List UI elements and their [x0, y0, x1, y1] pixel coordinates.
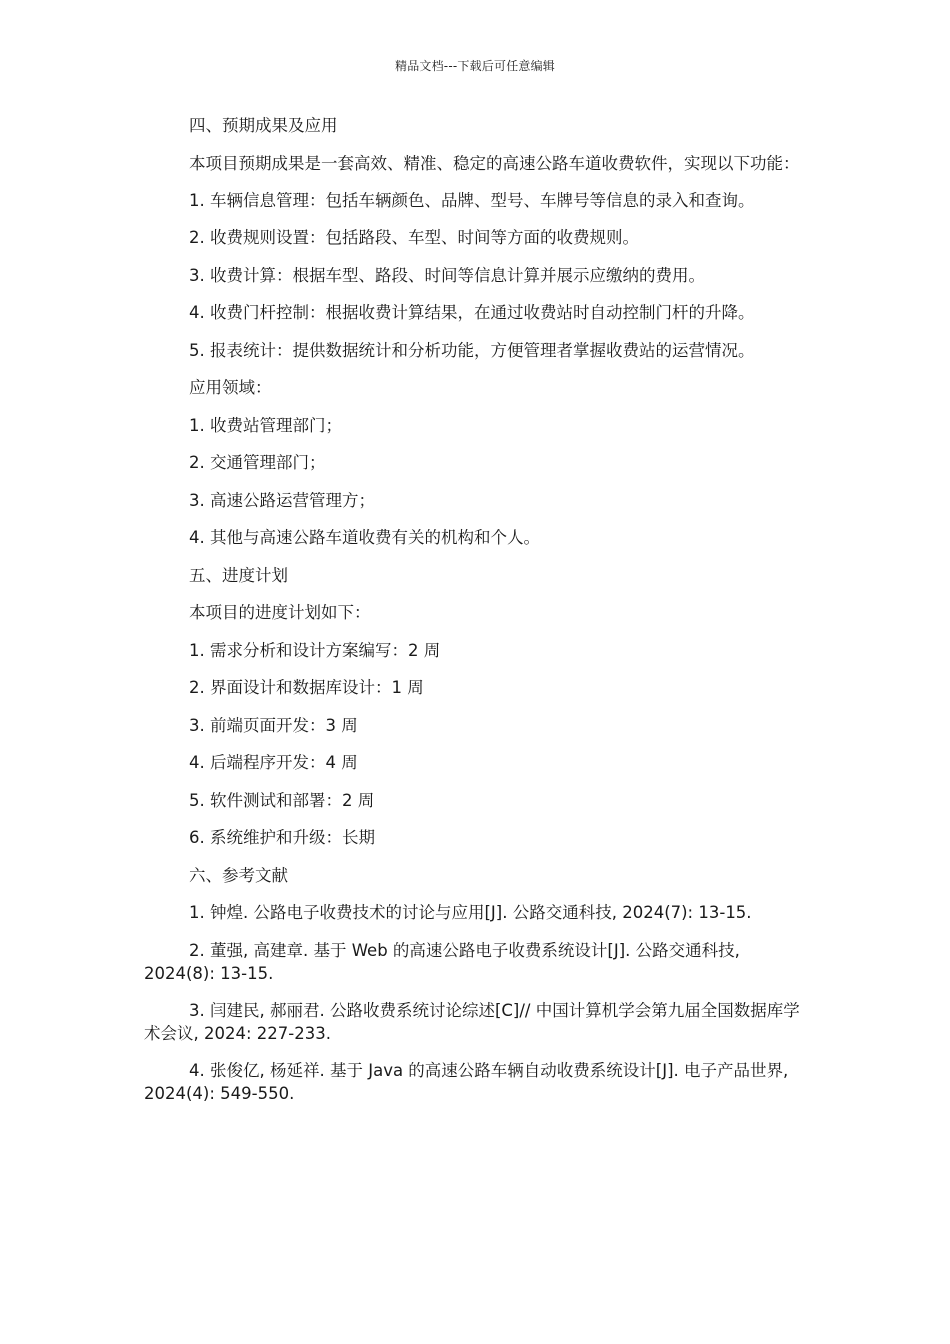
schedule-item: 1. 需求分析和设计方案编写：2 周: [189, 640, 441, 660]
schedule-intro: 本项目的进度计划如下：: [189, 603, 371, 622]
feature-item: 4. 收费门杆控制：根据收费计算结果，在通过收费站时自动控制门杆的升降。: [189, 303, 755, 322]
reference-item: 2. 董强, 高建章. 基于 Web 的高速公路电子收费系统设计[J]. 公路交通科技, 2024(8): 13-15.: [144, 940, 740, 983]
reference-item: 4. 张俊亿, 杨延祥. 基于 Java 的高速公路车辆自动收费系统设计[J]. 电子产品世界, 2024(4): 549-550.: [144, 1060, 789, 1103]
section-heading-expected-results: 四、预期成果及应用: [189, 116, 338, 135]
schedule-item: 2. 界面设计和数据库设计：1 周: [189, 678, 424, 697]
schedule-item: 5. 软件测试和部署：2 周: [189, 790, 375, 810]
reference-item: 3. 闫建民, 郝丽君. 公路收费系统讨论综述[C]// 中国计算机学会第九届全国数据库学术会议, 2024: 227-233.: [144, 1000, 800, 1043]
schedule-item: 4. 后端程序开发：4 周: [189, 753, 358, 772]
schedule-item: 6. 系统维护和升级：长期: [189, 828, 375, 847]
application-item: 1. 收费站管理部门；: [189, 415, 342, 435]
schedule-item: 3. 前端页面开发：3 周: [189, 715, 358, 735]
application-heading: 应用领域：: [189, 378, 272, 397]
reference-item: 1. 钟煌. 公路电子收费技术的讨论与应用[J]. 公路交通科技, 2024(7): 13-15.: [189, 903, 752, 922]
section-heading-references: 六、参考文献: [189, 865, 288, 885]
section-heading-schedule: 五、进度计划: [189, 565, 288, 585]
application-item: 3. 高速公路运营管理方；: [189, 490, 375, 510]
application-item: 4. 其他与高速公路车道收费有关的机构和个人。: [189, 528, 540, 547]
application-item: 2. 交通管理部门；: [189, 453, 326, 472]
expected-results-intro: 本项目预期成果是一套高效、精准、稳定的高速公路车道收费软件，实现以下功能：: [189, 153, 800, 173]
header-note: 精品文档---下载后可任意编辑: [395, 59, 555, 73]
document-body: [144, 114, 806, 1119]
feature-item: 1. 车辆信息管理：包括车辆颜色、品牌、型号、车牌号等信息的录入和查询。: [189, 190, 755, 210]
feature-item: 2. 收费规则设置：包括路段、车型、时间等方面的收费规则。: [189, 228, 639, 247]
feature-item: 3. 收费计算：根据车型、路段、时间等信息计算并展示应缴纳的费用。: [189, 265, 705, 285]
feature-item: 5. 报表统计：提供数据统计和分析功能，方便管理者掌握收费站的运营情况。: [189, 340, 755, 360]
